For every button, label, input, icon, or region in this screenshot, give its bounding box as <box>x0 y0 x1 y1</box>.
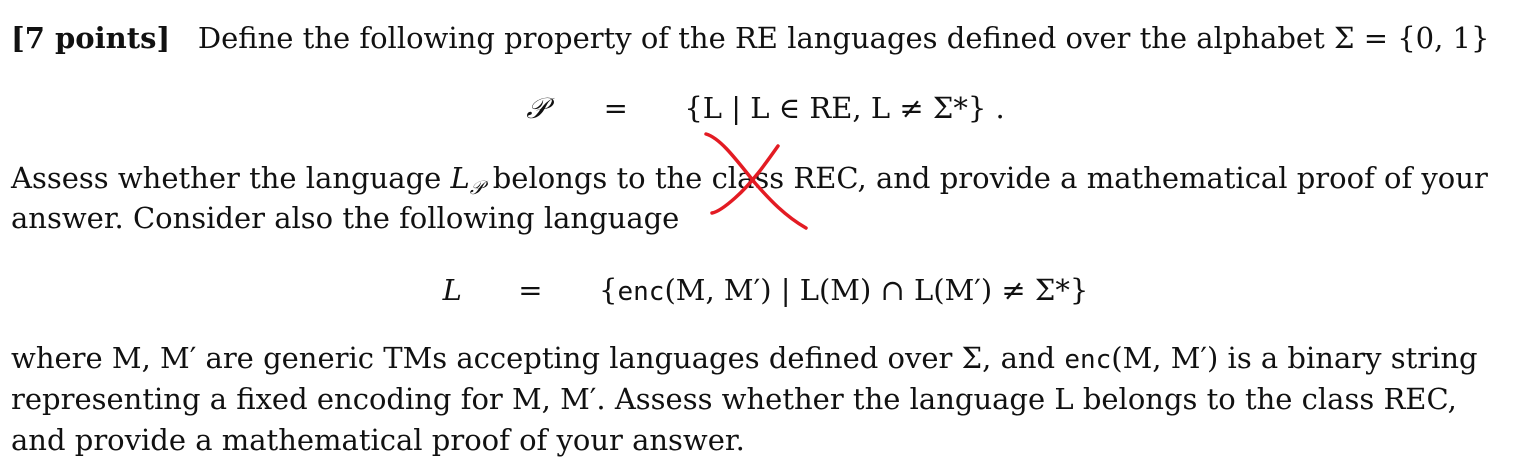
representing-line <box>11 381 1457 417</box>
where-line <box>11 340 1478 378</box>
final-line <box>11 422 745 458</box>
intro-text: Define the following property of the RE languages defined over the alphabet Σ = {0, 1} <box>197 21 1490 55</box>
equals-sign: = <box>603 91 628 125</box>
lp-subscript: 𝒫 <box>469 177 484 199</box>
where-text-start: where M, M′ are generic TMs accepting languages defined over Σ, and <box>11 341 1065 375</box>
consider-language-text: answer. Consider also the following language <box>11 201 680 235</box>
assess-lp-text-end: belongs to the class REC, and provide a mathematical proof of your <box>483 161 1488 195</box>
definition-p-equation <box>0 90 1531 126</box>
lp-symbol: L <box>450 161 470 195</box>
final-text: and provide a mathematical proof of your answer. <box>11 423 745 457</box>
enc-inline: enc <box>1064 345 1112 375</box>
equals-sign-2: = <box>518 273 543 307</box>
open-brace: { <box>599 273 618 307</box>
representing-text: representing a fixed encoding for M, M′. Assess whether the language L belongs to the class REC, <box>11 382 1457 416</box>
points-label: [7 points] <box>11 21 171 55</box>
property-symbol: 𝒫 <box>526 91 548 125</box>
property-set-definition: {L | L ∈ RE, L ≠ Σ*} . <box>684 91 1005 125</box>
language-symbol: L <box>442 273 462 307</box>
language-set-definition: (M, M′) | L(M) ∩ L(M′) ≠ Σ*} <box>664 273 1089 307</box>
enc-function: enc <box>617 277 665 307</box>
definition-l-equation <box>0 272 1531 310</box>
consider-language-line <box>11 200 679 236</box>
where-text-end: (M, M′) is a binary string <box>1111 341 1478 375</box>
question-header-line <box>11 20 1489 56</box>
assess-lp-text-start: Assess whether the language <box>11 161 451 195</box>
